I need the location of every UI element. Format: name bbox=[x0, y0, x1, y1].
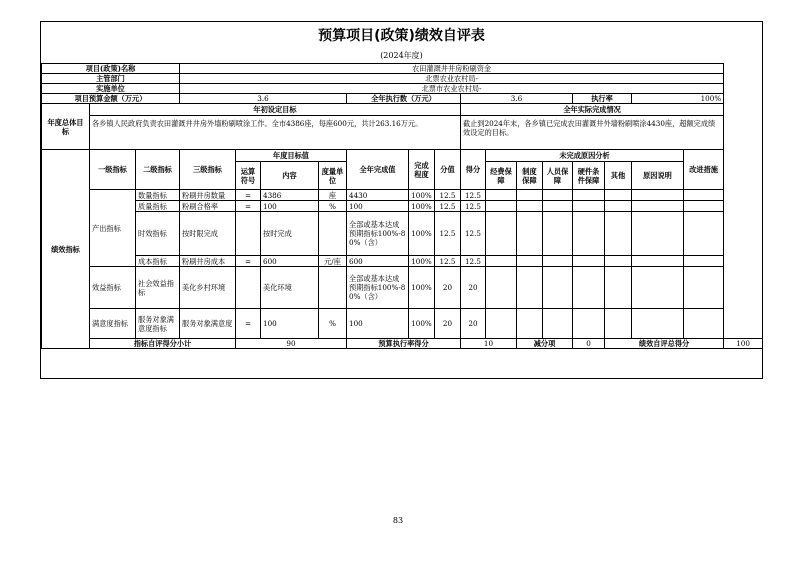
header-reason-group: 未完成原因分析 bbox=[486, 150, 684, 162]
row-got: 12.5 bbox=[461, 201, 486, 212]
row-op: = bbox=[236, 309, 261, 339]
row-unit: 元/座 bbox=[319, 256, 347, 267]
year-subtitle: (2024年度) bbox=[380, 51, 423, 60]
row-got: 12.5 bbox=[461, 190, 486, 201]
subtotal-value: 90 bbox=[236, 339, 347, 349]
row-unit: 座 bbox=[319, 190, 347, 201]
effect-indicator-label: 效益指标 bbox=[90, 267, 136, 309]
budget-row bbox=[42, 94, 763, 104]
row-score: 12.5 bbox=[435, 201, 461, 212]
row-content: 美化环境 bbox=[261, 267, 319, 309]
row-score: 12.5 bbox=[435, 212, 461, 256]
row-actual: 全部或基本达成预期指标100%-80%（含） bbox=[347, 267, 409, 309]
row-actual: 100 bbox=[347, 309, 409, 339]
dept-label: 主管部门 bbox=[42, 74, 180, 84]
row-l2: 成本指标 bbox=[136, 256, 180, 267]
header-degree: 完成程度 bbox=[409, 150, 435, 190]
row-l2: 质量指标 bbox=[136, 201, 180, 212]
header-r3: 人员保障 bbox=[543, 162, 573, 190]
row-score: 12.5 bbox=[435, 190, 461, 201]
row-l2: 服务对象满意度指标 bbox=[136, 309, 180, 339]
impl-row bbox=[42, 84, 763, 94]
header-actual: 全年完成值 bbox=[347, 150, 409, 190]
overall-header-row bbox=[42, 104, 763, 116]
row-actual: 全部或基本达成预期指标100%-80%（含） bbox=[347, 212, 409, 256]
row-op bbox=[236, 267, 261, 309]
row-l3: 服务对象满意度 bbox=[180, 309, 236, 339]
deduct-label: 减分项 bbox=[517, 339, 573, 349]
actual-completion-label: 全年实际完成情况 bbox=[461, 104, 724, 116]
table-row bbox=[42, 256, 763, 267]
row-got: 12.5 bbox=[461, 212, 486, 256]
header-score: 分值 bbox=[435, 150, 461, 190]
table-row bbox=[42, 201, 763, 212]
row-unit bbox=[319, 267, 347, 309]
row-actual: 4430 bbox=[347, 190, 409, 201]
evaluation-table bbox=[41, 63, 763, 349]
row-actual: 600 bbox=[347, 256, 409, 267]
row-degree: 100% bbox=[409, 267, 435, 309]
row-l2: 社会效益指标 bbox=[136, 267, 180, 309]
table-row bbox=[42, 267, 763, 309]
row-op: = bbox=[236, 201, 261, 212]
project-name-label: 项目(政策)名称 bbox=[42, 64, 180, 74]
header-got: 得分 bbox=[461, 150, 486, 190]
row-score: 12.5 bbox=[435, 256, 461, 267]
row-unit bbox=[319, 212, 347, 256]
budget-label: 项目预算金额（万元） bbox=[42, 94, 180, 104]
header-target-group: 年度目标值 bbox=[236, 150, 347, 162]
row-l3: 粉刷合格率 bbox=[180, 201, 236, 212]
row-content: 100 bbox=[261, 201, 319, 212]
row-unit: % bbox=[319, 309, 347, 339]
exec-label: 全年执行数（万元） bbox=[347, 94, 461, 104]
exec-score-label: 预算执行率得分 bbox=[347, 339, 461, 349]
table-row bbox=[42, 212, 763, 256]
row-degree: 100% bbox=[409, 309, 435, 339]
table-row bbox=[42, 190, 763, 201]
header-r6: 原因说明 bbox=[632, 162, 684, 190]
overall-text-row bbox=[42, 116, 763, 150]
rate-label: 执行率 bbox=[573, 94, 632, 104]
project-name-row bbox=[42, 64, 763, 74]
row-content: 按时完成 bbox=[261, 212, 319, 256]
perf-header-row-1 bbox=[42, 150, 763, 162]
header-content: 内容 bbox=[261, 162, 319, 190]
total-label: 绩效自评总得分 bbox=[605, 339, 724, 349]
header-level2: 二级指标 bbox=[136, 150, 180, 190]
table-row bbox=[42, 309, 763, 339]
subtotal-label: 指标自评得分小计 bbox=[90, 339, 236, 349]
evaluation-sheet bbox=[40, 21, 763, 379]
row-unit: % bbox=[319, 201, 347, 212]
impl-label: 实施单位 bbox=[42, 84, 180, 94]
overall-goal-label: 年度总体目标 bbox=[42, 104, 90, 150]
row-score: 20 bbox=[435, 267, 461, 309]
header-unit: 度量单位 bbox=[319, 162, 347, 190]
row-l2: 数量指标 bbox=[136, 190, 180, 201]
row-l2: 时效指标 bbox=[136, 212, 180, 256]
rate-value: 100% bbox=[632, 94, 724, 104]
header-r4: 硬件条件保障 bbox=[573, 162, 605, 190]
row-content: 600 bbox=[261, 256, 319, 267]
row-op: = bbox=[236, 190, 261, 201]
row-degree: 100% bbox=[409, 212, 435, 256]
perf-indicator-label: 绩效指标 bbox=[42, 150, 90, 349]
deduct-value: 0 bbox=[573, 339, 605, 349]
row-degree: 100% bbox=[409, 256, 435, 267]
row-got: 20 bbox=[461, 309, 486, 339]
row-op bbox=[236, 212, 261, 256]
dept-value: 北票农业农村局- bbox=[180, 74, 724, 84]
row-op: = bbox=[236, 256, 261, 267]
initial-goal-label: 年初设定目标 bbox=[90, 104, 461, 116]
row-content: 100 bbox=[261, 309, 319, 339]
output-indicator-label: 产出指标 bbox=[90, 190, 136, 267]
budget-value: 3.6 bbox=[180, 94, 347, 104]
row-actual: 100 bbox=[347, 201, 409, 212]
dept-row bbox=[42, 74, 763, 84]
total-value: 100 bbox=[724, 339, 763, 349]
row-degree: 100% bbox=[409, 201, 435, 212]
score-summary-row bbox=[42, 339, 763, 349]
row-degree: 100% bbox=[409, 190, 435, 201]
exec-value: 3.6 bbox=[461, 94, 573, 104]
row-got: 20 bbox=[461, 267, 486, 309]
actual-completion-text: 截止到2024年末，各乡镇已完成农田灌溉井外墙粉刷喷涂4430座，超额完成绩效设定的目标。 bbox=[461, 116, 724, 150]
header-r1: 经费保障 bbox=[486, 162, 517, 190]
exec-score-value: 10 bbox=[461, 339, 517, 349]
initial-goal-text: 各乡镇人民政府负责农田灌溉井井房外墙粉刷喷涂工作。全市4386座，每座600元，共计263.16万元。 bbox=[90, 116, 461, 150]
page-title: 预算项目(政策)绩效自评表 bbox=[318, 28, 485, 44]
header-level1: 一级指标 bbox=[90, 150, 136, 190]
page-number: 83 bbox=[392, 516, 404, 525]
row-content: 4386 bbox=[261, 190, 319, 201]
row-l3: 美化乡村环境 bbox=[180, 267, 236, 309]
project-name-value: 农田灌溉井井房粉刷资金 bbox=[180, 64, 724, 74]
header-level3: 三级指标 bbox=[180, 150, 236, 190]
header-r2: 制度保障 bbox=[517, 162, 543, 190]
row-l3: 粉刷井房成本 bbox=[180, 256, 236, 267]
satisfaction-indicator-label: 满意度指标 bbox=[90, 309, 136, 339]
row-score: 20 bbox=[435, 309, 461, 339]
header-op: 运算符号 bbox=[236, 162, 261, 190]
header-improve: 改进措施 bbox=[684, 150, 724, 190]
header-r5: 其他 bbox=[605, 162, 632, 190]
impl-value: 北票市农业农村局- bbox=[180, 84, 724, 94]
row-l3: 按时限完成 bbox=[180, 212, 236, 256]
row-l3: 粉刷井房数量 bbox=[180, 190, 236, 201]
row-got: 12.5 bbox=[461, 256, 486, 267]
